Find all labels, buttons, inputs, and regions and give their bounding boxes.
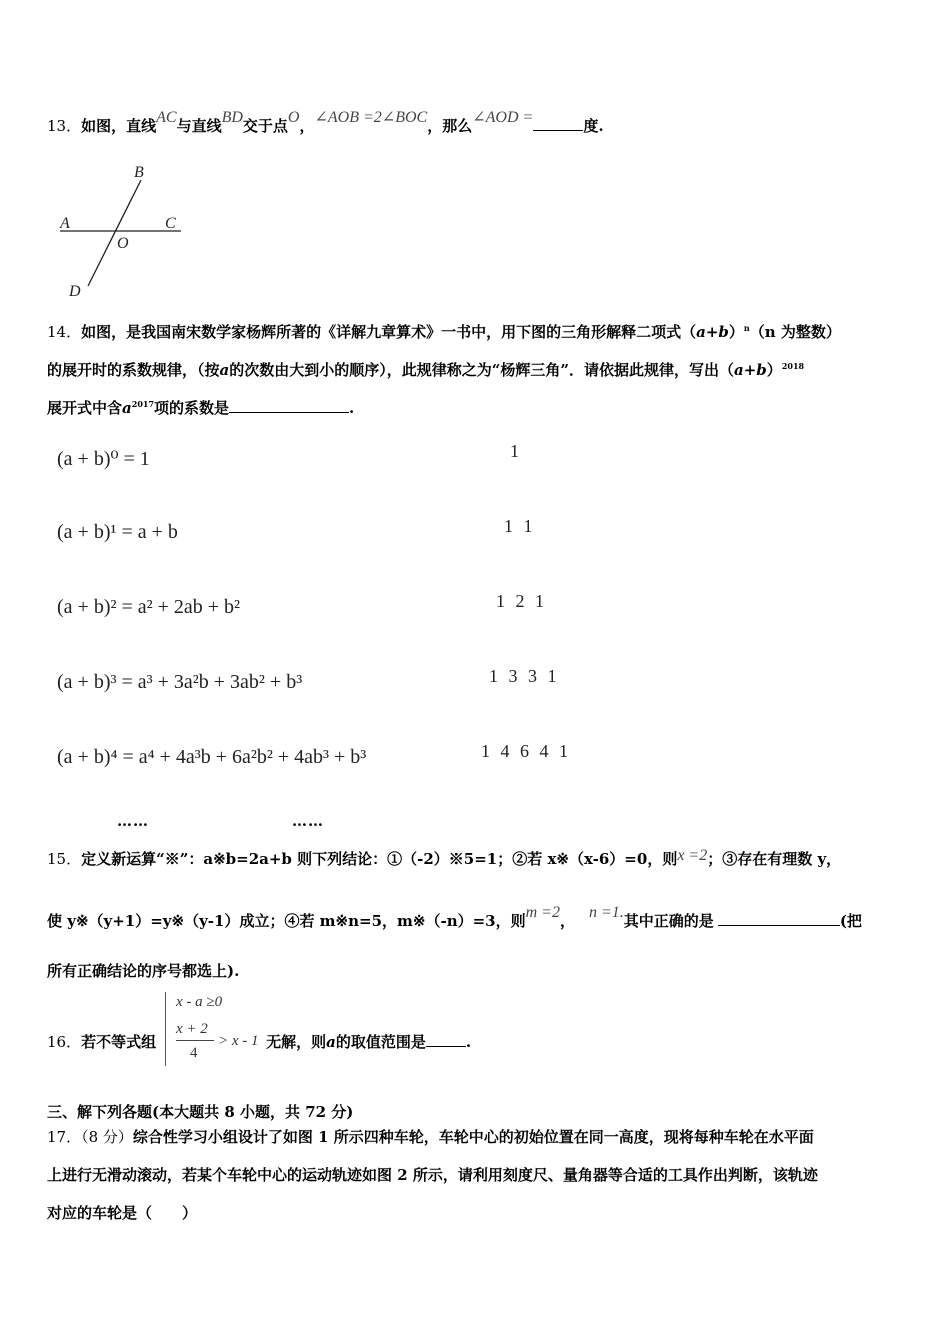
coef-row-2: 1 2 1 (496, 591, 547, 611)
expansion-row-0: (a + b)⁰ = 1 (57, 448, 150, 470)
line-bd-figure (88, 180, 141, 286)
answer-blank[interactable] (229, 398, 349, 413)
intersecting-lines-figure (55, 160, 195, 300)
q15-line2: 使 y※（y+1）=y※（y-1）成立；④若 m※n=5，m※（-n）=3，则m =2， n =1.其中正确的是 (把 (47, 904, 862, 930)
answer-blank[interactable] (533, 116, 583, 131)
answer-blank[interactable] (718, 911, 840, 926)
expansion-row-1: (a + b)¹ = a + b (57, 521, 178, 543)
line-ac: AC (156, 109, 177, 126)
q15-line1: 15．定义新运算“※”：a※b=2a+b 则下列结论：①（-2）※5=1；②若 x※（x-6）=0，则x =2；③存在有理数 y， (47, 847, 842, 868)
label-o: O (117, 235, 129, 252)
q14-line2: 的展开时的系数规律，（按a的次数由大到小的顺序），此规律称之为“杨辉三角”．请依据此规律，写出$(a+b)^{2018}$ (47, 361, 805, 379)
angle-aod: ∠AOD = (472, 109, 534, 126)
q17-line2: 上进行无滑动滚动，若某个车轮中心的运动轨迹如图 2 所示，请利用刻度尺、量角器等合适的工具作出判断，该轨迹 (47, 1166, 818, 1184)
q17-number: 17． (47, 1128, 82, 1146)
q17-line1: 17．（8 分）综合性学习小组设计了如图 1 所示四种车轮，车轮中心的初始位置在同一高度，现将每种车轮在水平面 (47, 1128, 814, 1146)
coef-row-4: 1 4 6 4 1 (481, 741, 571, 761)
q13-number: 13． (47, 117, 82, 135)
expansion-row-3: (a + b)³ = a³ + 3a²b + 3ab² + b³ (57, 671, 303, 693)
label-a: A (60, 215, 70, 232)
section-heading: 三、解下列各题(本大题共 8 小题，共 72 分) (47, 1103, 354, 1121)
q14-number: 14． (47, 323, 82, 341)
ellipsis-left: …… (117, 812, 149, 830)
q15-number: 15． (47, 850, 82, 868)
label-b: B (134, 164, 144, 181)
point-o: O (287, 109, 300, 126)
ellipsis-right: …… (292, 812, 324, 830)
coef-row-3: 1 3 3 1 (489, 666, 560, 686)
coef-row-1: 1 1 (504, 516, 536, 536)
q16-number: 16． (47, 1033, 82, 1051)
q17-score: （8 分） (81, 1128, 133, 1146)
line-bd: BD (221, 109, 243, 126)
fraction-denominator: 4 (190, 1045, 198, 1061)
label-d: D (69, 283, 81, 300)
inequality-1: x - a ≥0 (176, 994, 223, 1010)
expansion-row-4: (a + b)⁴ = a⁴ + 4a³b + 6a²b² + 4ab³ + b³ (57, 746, 367, 768)
inequality-brace (165, 992, 174, 1066)
label-c: C (165, 215, 176, 232)
fraction-numerator: x + 2 (176, 1021, 208, 1037)
angle-condition: ∠AOB =2∠BOC (314, 109, 428, 126)
q13-line: 13．如图，直线AC与直线BD交于点O，∠AOB =2∠BOC，那么∠AOD = 度. (47, 109, 604, 135)
expansion-row-2: (a + b)² = a² + 2ab + b² (57, 596, 241, 618)
fraction-bar (176, 1040, 214, 1041)
inequality-2-rest: > x - 1 (218, 1033, 259, 1049)
q14-line3: 展开式中含$a^{2017}$项的系数是 . (47, 399, 355, 417)
q16-line: 16．若不等式组 无解，则a的取值范围是 . (47, 1033, 472, 1051)
q15-line3: 所有正确结论的序号都选上). (47, 962, 240, 980)
coef-row-0: 1 (510, 441, 522, 461)
answer-blank[interactable] (426, 1032, 466, 1047)
q14-line1: 14．如图，是我国南宋数学家杨辉所著的《详解九章算术》一书中，用下图的三角形解释二项式$(a+b)^n(n$ 为整数） (47, 323, 841, 341)
q17-line3: 对应的车轮是（ ） (47, 1204, 198, 1222)
